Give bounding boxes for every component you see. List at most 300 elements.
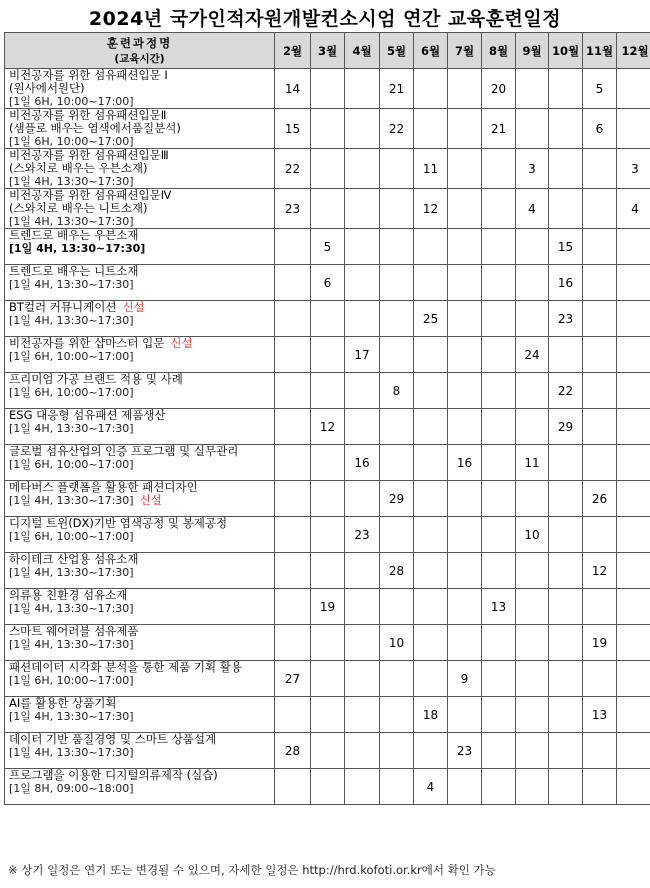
page-title: 2024년 국가인적자원개발컨소시엄 연간 교육훈련일정 <box>88 8 562 30</box>
date-cell <box>345 189 380 229</box>
month-header: 7월 <box>448 33 482 69</box>
date-cell <box>583 409 617 445</box>
date-cell <box>448 149 482 189</box>
course-time: [1일 6H, 10:00~17:00] <box>9 386 134 399</box>
date-cell <box>549 189 583 229</box>
date-cell <box>448 409 482 445</box>
course-subtitle: (스와치로 배우는 니트소재) <box>9 202 148 215</box>
month-header: 3월 <box>311 33 345 69</box>
date-cell: 15 <box>275 109 311 149</box>
course-subtitle: (샘플로 배우는 염색에서품질분석) <box>9 122 181 135</box>
table-row <box>5 337 650 373</box>
course-header <box>5 33 275 69</box>
date-cell <box>549 769 583 805</box>
date-cell <box>414 553 448 589</box>
date-cell <box>380 409 414 445</box>
course-subtitle: (원사에서원단) <box>9 82 85 95</box>
table-row <box>5 733 650 769</box>
date-cell <box>448 69 482 109</box>
course-time: [1일 4H, 13:30~17:30] <box>9 494 134 507</box>
date-cell <box>345 301 380 337</box>
date-cell <box>414 625 448 661</box>
date-cell <box>275 625 311 661</box>
date-cell <box>482 625 516 661</box>
date-cell <box>583 445 617 481</box>
date-cell <box>549 589 583 625</box>
course-title: AI를 활용한 상품기획 <box>9 697 117 710</box>
date-cell <box>617 553 650 589</box>
date-cell: 10 <box>380 625 414 661</box>
date-cell: 19 <box>583 625 617 661</box>
date-cell <box>311 661 345 697</box>
course-title: 의류용 친환경 섬유소재 <box>9 589 128 602</box>
date-cell <box>516 697 549 733</box>
date-cell: 11 <box>516 445 549 481</box>
table-row <box>5 553 650 589</box>
date-cell: 10 <box>516 517 549 553</box>
course-time: [1일 4H, 13:30~17:30] <box>9 746 134 759</box>
course-time: [1일 8H, 09:00~18:00] <box>9 782 134 795</box>
table-row <box>5 445 650 481</box>
date-cell <box>448 517 482 553</box>
date-cell <box>617 109 650 149</box>
date-cell <box>275 517 311 553</box>
date-cell <box>380 769 414 805</box>
date-cell <box>516 301 549 337</box>
date-cell: 13 <box>583 697 617 733</box>
date-cell: 4 <box>617 189 650 229</box>
date-cell: 25 <box>414 301 448 337</box>
date-cell <box>482 229 516 265</box>
table-row <box>5 625 650 661</box>
date-cell <box>617 697 650 733</box>
date-cell <box>617 481 650 517</box>
date-cell <box>414 229 448 265</box>
date-cell <box>516 229 549 265</box>
date-cell <box>583 229 617 265</box>
date-cell <box>617 337 650 373</box>
date-cell <box>345 553 380 589</box>
date-cell: 4 <box>414 769 448 805</box>
date-cell <box>414 445 448 481</box>
date-cell <box>345 409 380 445</box>
date-cell: 23 <box>549 301 583 337</box>
course-cell <box>5 733 275 769</box>
date-cell: 17 <box>345 337 380 373</box>
date-cell <box>448 697 482 733</box>
date-cell: 20 <box>482 69 516 109</box>
course-header-label: 훈련과정명 <box>106 36 173 50</box>
date-cell <box>275 445 311 481</box>
table-row <box>5 373 650 409</box>
date-cell <box>516 733 549 769</box>
date-cell <box>482 481 516 517</box>
date-cell <box>583 373 617 409</box>
table-row <box>5 149 650 189</box>
footnote: ※ 상기 일정은 연기 또는 변경될 수 있으며, 자세한 일정은 http://hrd.kofoti.or.kr에서 확인 가능 <box>8 863 496 877</box>
date-cell <box>275 373 311 409</box>
date-cell <box>482 409 516 445</box>
course-time: [1일 4H, 13:30~17:30] <box>9 422 134 435</box>
date-cell <box>583 769 617 805</box>
table-row <box>5 697 650 733</box>
course-cell <box>5 625 275 661</box>
date-cell <box>345 769 380 805</box>
date-cell <box>516 769 549 805</box>
date-cell <box>516 109 549 149</box>
date-cell <box>482 373 516 409</box>
date-cell <box>414 517 448 553</box>
course-time: [1일 4H, 13:30~17:30] <box>9 215 134 228</box>
course-cell <box>5 265 275 301</box>
date-cell <box>414 69 448 109</box>
course-title: 프로그램을 이용한 디지털의류제작 (실습) <box>9 769 218 782</box>
date-cell <box>380 517 414 553</box>
date-cell <box>617 69 650 109</box>
course-cell <box>5 149 275 189</box>
course-cell <box>5 337 275 373</box>
date-cell <box>311 625 345 661</box>
course-cell <box>5 589 275 625</box>
date-cell: 14 <box>275 69 311 109</box>
date-cell <box>516 373 549 409</box>
course-time-line <box>9 494 274 507</box>
course-cell <box>5 189 275 229</box>
date-cell: 12 <box>583 553 617 589</box>
date-cell <box>583 337 617 373</box>
course-time: [1일 6H, 10:00~17:00] <box>9 674 134 687</box>
date-cell <box>482 697 516 733</box>
date-cell <box>448 301 482 337</box>
date-cell <box>583 301 617 337</box>
date-cell <box>549 445 583 481</box>
date-cell <box>482 553 516 589</box>
month-header: 10월 <box>549 33 583 69</box>
date-cell <box>311 697 345 733</box>
date-cell <box>516 553 549 589</box>
date-cell <box>275 337 311 373</box>
date-cell: 12 <box>414 189 448 229</box>
course-cell <box>5 553 275 589</box>
course-title: 메타버스 플랫폼을 활용한 패션디자인 <box>9 481 198 494</box>
date-cell <box>583 265 617 301</box>
date-cell <box>448 625 482 661</box>
date-cell <box>275 229 311 265</box>
date-cell <box>380 589 414 625</box>
date-cell: 22 <box>380 109 414 149</box>
date-cell <box>311 733 345 769</box>
date-cell <box>482 769 516 805</box>
date-cell <box>380 265 414 301</box>
course-title: 비전공자를 위한 섬유패션입문Ⅱ <box>9 109 167 122</box>
date-cell <box>311 553 345 589</box>
course-title: 스마트 웨어러블 섬유제품 <box>9 625 139 638</box>
date-cell <box>617 517 650 553</box>
date-cell: 28 <box>380 553 414 589</box>
date-cell: 9 <box>448 661 482 697</box>
date-cell: 4 <box>516 189 549 229</box>
course-cell <box>5 229 275 265</box>
date-cell: 29 <box>380 481 414 517</box>
date-cell <box>414 661 448 697</box>
course-cell <box>5 69 275 109</box>
date-cell <box>345 373 380 409</box>
date-cell <box>380 189 414 229</box>
date-cell <box>311 769 345 805</box>
date-cell: 5 <box>311 229 345 265</box>
date-cell <box>345 589 380 625</box>
course-title: 비전공자를 위한 섬유패션입문Ⅳ <box>9 189 172 202</box>
date-cell: 21 <box>482 109 516 149</box>
table-row <box>5 69 650 109</box>
date-cell: 11 <box>414 149 448 189</box>
date-cell <box>617 625 650 661</box>
date-cell <box>617 409 650 445</box>
date-cell <box>448 769 482 805</box>
date-cell: 18 <box>414 697 448 733</box>
date-cell <box>482 265 516 301</box>
date-cell <box>516 625 549 661</box>
course-title: 하이테크 산업용 섬유소재 <box>9 553 139 566</box>
date-cell <box>482 189 516 229</box>
date-cell <box>583 517 617 553</box>
date-cell: 22 <box>549 373 583 409</box>
course-title: 비전공자를 위한 섬유패션입문 I <box>9 69 168 82</box>
date-cell <box>380 301 414 337</box>
schedule-table <box>4 32 650 805</box>
month-header: 11월 <box>583 33 617 69</box>
date-cell <box>549 733 583 769</box>
date-cell <box>380 661 414 697</box>
course-time: [1일 6H, 10:00~17:00] <box>9 530 134 543</box>
header-row <box>5 33 650 69</box>
course-time: [1일 4H, 13:30~17:30] <box>9 710 134 723</box>
course-cell <box>5 109 275 149</box>
course-title: 트렌드로 배우는 우븐소재 <box>9 229 139 242</box>
date-cell <box>516 589 549 625</box>
date-cell <box>345 625 380 661</box>
date-cell <box>516 69 549 109</box>
date-cell: 12 <box>311 409 345 445</box>
table-row <box>5 109 650 149</box>
date-cell <box>414 265 448 301</box>
course-cell <box>5 769 275 805</box>
date-cell: 28 <box>275 733 311 769</box>
date-cell <box>549 553 583 589</box>
date-cell <box>275 553 311 589</box>
date-cell <box>448 373 482 409</box>
date-cell <box>448 553 482 589</box>
date-cell <box>311 337 345 373</box>
month-header: 2월 <box>275 33 311 69</box>
date-cell <box>549 661 583 697</box>
date-cell <box>380 445 414 481</box>
date-cell <box>448 229 482 265</box>
date-cell <box>275 265 311 301</box>
table-row <box>5 265 650 301</box>
table-row <box>5 589 650 625</box>
date-cell <box>549 625 583 661</box>
course-header-sub: (교육시간) <box>114 53 165 65</box>
date-cell <box>380 733 414 769</box>
date-cell: 6 <box>583 109 617 149</box>
date-cell <box>311 301 345 337</box>
date-cell <box>380 229 414 265</box>
date-cell <box>448 109 482 149</box>
date-cell <box>311 149 345 189</box>
table-row <box>5 409 650 445</box>
date-cell <box>549 69 583 109</box>
course-time: [1일 6H, 10:00~17:00] <box>9 135 134 148</box>
month-header: 8월 <box>482 33 516 69</box>
course-cell <box>5 373 275 409</box>
course-title: BT컬러 커뮤니케이션 신설 <box>9 301 145 314</box>
course-cell <box>5 445 275 481</box>
date-cell: 8 <box>380 373 414 409</box>
date-cell <box>311 189 345 229</box>
date-cell <box>448 337 482 373</box>
date-cell <box>516 661 549 697</box>
date-cell <box>482 733 516 769</box>
date-cell: 13 <box>482 589 516 625</box>
date-cell <box>516 265 549 301</box>
date-cell <box>414 481 448 517</box>
new-badge: 신설 <box>170 337 193 350</box>
date-cell: 15 <box>549 229 583 265</box>
course-cell <box>5 517 275 553</box>
date-cell <box>482 337 516 373</box>
date-cell <box>482 149 516 189</box>
date-cell <box>275 409 311 445</box>
date-cell <box>345 481 380 517</box>
date-cell <box>311 481 345 517</box>
date-cell <box>311 109 345 149</box>
date-cell <box>311 517 345 553</box>
course-title: 패션데이터 시각화 분석을 통한 제품 기획 활용 <box>9 661 243 674</box>
date-cell <box>414 733 448 769</box>
date-cell <box>617 589 650 625</box>
month-header: 12월 <box>617 33 650 69</box>
date-cell <box>345 661 380 697</box>
course-time: [1일 4H, 13:30~17:30] <box>9 314 134 327</box>
date-cell <box>516 409 549 445</box>
date-cell <box>549 149 583 189</box>
course-time: [1일 4H, 13:30~17:30] <box>9 638 134 651</box>
course-title: 트렌드로 배우는 니트소재 <box>9 265 139 278</box>
date-cell <box>482 301 516 337</box>
month-header: 4월 <box>345 33 380 69</box>
date-cell <box>549 697 583 733</box>
date-cell <box>482 661 516 697</box>
date-cell <box>583 661 617 697</box>
course-title: 비전공자를 위한 섬유패션입문Ⅲ <box>9 149 169 162</box>
date-cell <box>482 517 516 553</box>
date-cell <box>617 733 650 769</box>
date-cell: 16 <box>549 265 583 301</box>
date-cell <box>583 589 617 625</box>
course-cell <box>5 301 275 337</box>
date-cell <box>414 109 448 149</box>
date-cell <box>275 769 311 805</box>
course-title: 디지털 트윈(DX)기반 염색공정 및 봉제공정 <box>9 517 228 530</box>
date-cell <box>583 189 617 229</box>
date-cell: 16 <box>345 445 380 481</box>
table-row <box>5 301 650 337</box>
date-cell <box>414 409 448 445</box>
date-cell <box>414 337 448 373</box>
date-cell <box>311 69 345 109</box>
date-cell <box>583 149 617 189</box>
date-cell <box>275 589 311 625</box>
date-cell <box>414 373 448 409</box>
date-cell <box>516 481 549 517</box>
month-header: 9월 <box>516 33 549 69</box>
course-time: [1일 4H, 13:30~17:30] <box>9 278 134 291</box>
date-cell <box>311 445 345 481</box>
date-cell <box>583 733 617 769</box>
date-cell <box>448 481 482 517</box>
date-cell <box>311 373 345 409</box>
date-cell: 19 <box>311 589 345 625</box>
date-cell <box>617 301 650 337</box>
new-badge: 신설 <box>139 493 162 507</box>
date-cell: 3 <box>516 149 549 189</box>
date-cell: 29 <box>549 409 583 445</box>
date-cell <box>380 697 414 733</box>
date-cell <box>380 149 414 189</box>
date-cell <box>345 69 380 109</box>
date-cell <box>448 589 482 625</box>
date-cell: 16 <box>448 445 482 481</box>
date-cell <box>617 229 650 265</box>
date-cell: 23 <box>275 189 311 229</box>
date-cell <box>345 733 380 769</box>
date-cell: 23 <box>448 733 482 769</box>
date-cell: 24 <box>516 337 549 373</box>
date-cell: 22 <box>275 149 311 189</box>
date-cell <box>549 481 583 517</box>
course-time: [1일 4H, 13:30~17:30] <box>9 566 134 579</box>
date-cell <box>617 769 650 805</box>
date-cell <box>448 189 482 229</box>
course-time: [1일 6H, 10:00~17:00] <box>9 350 134 363</box>
course-title: 글로벌 섬유산업의 인증 프로그램 및 실무관리 <box>9 445 239 458</box>
course-subtitle: (스와치로 배우는 우븐소재) <box>9 162 148 175</box>
course-cell <box>5 661 275 697</box>
course-title: 데이터 기반 품질경영 및 스마트 상품설계 <box>9 733 217 746</box>
new-badge: 신설 <box>122 301 145 314</box>
date-cell: 5 <box>583 69 617 109</box>
date-cell <box>345 697 380 733</box>
date-cell <box>380 337 414 373</box>
date-cell <box>345 149 380 189</box>
month-header: 5월 <box>380 33 414 69</box>
date-cell: 26 <box>583 481 617 517</box>
date-cell <box>275 301 311 337</box>
table-row <box>5 517 650 553</box>
date-cell <box>275 697 311 733</box>
course-time: [1일 4H, 13:30~17:30] <box>9 602 134 615</box>
course-title: 비전공자를 위한 샵마스터 입문 신설 <box>9 337 193 350</box>
date-cell <box>617 661 650 697</box>
date-cell <box>345 109 380 149</box>
date-cell <box>414 589 448 625</box>
date-cell: 27 <box>275 661 311 697</box>
date-cell <box>617 265 650 301</box>
table-row <box>5 189 650 229</box>
course-cell <box>5 481 275 517</box>
course-time: [1일 6H, 10:00~17:00] <box>9 458 134 471</box>
